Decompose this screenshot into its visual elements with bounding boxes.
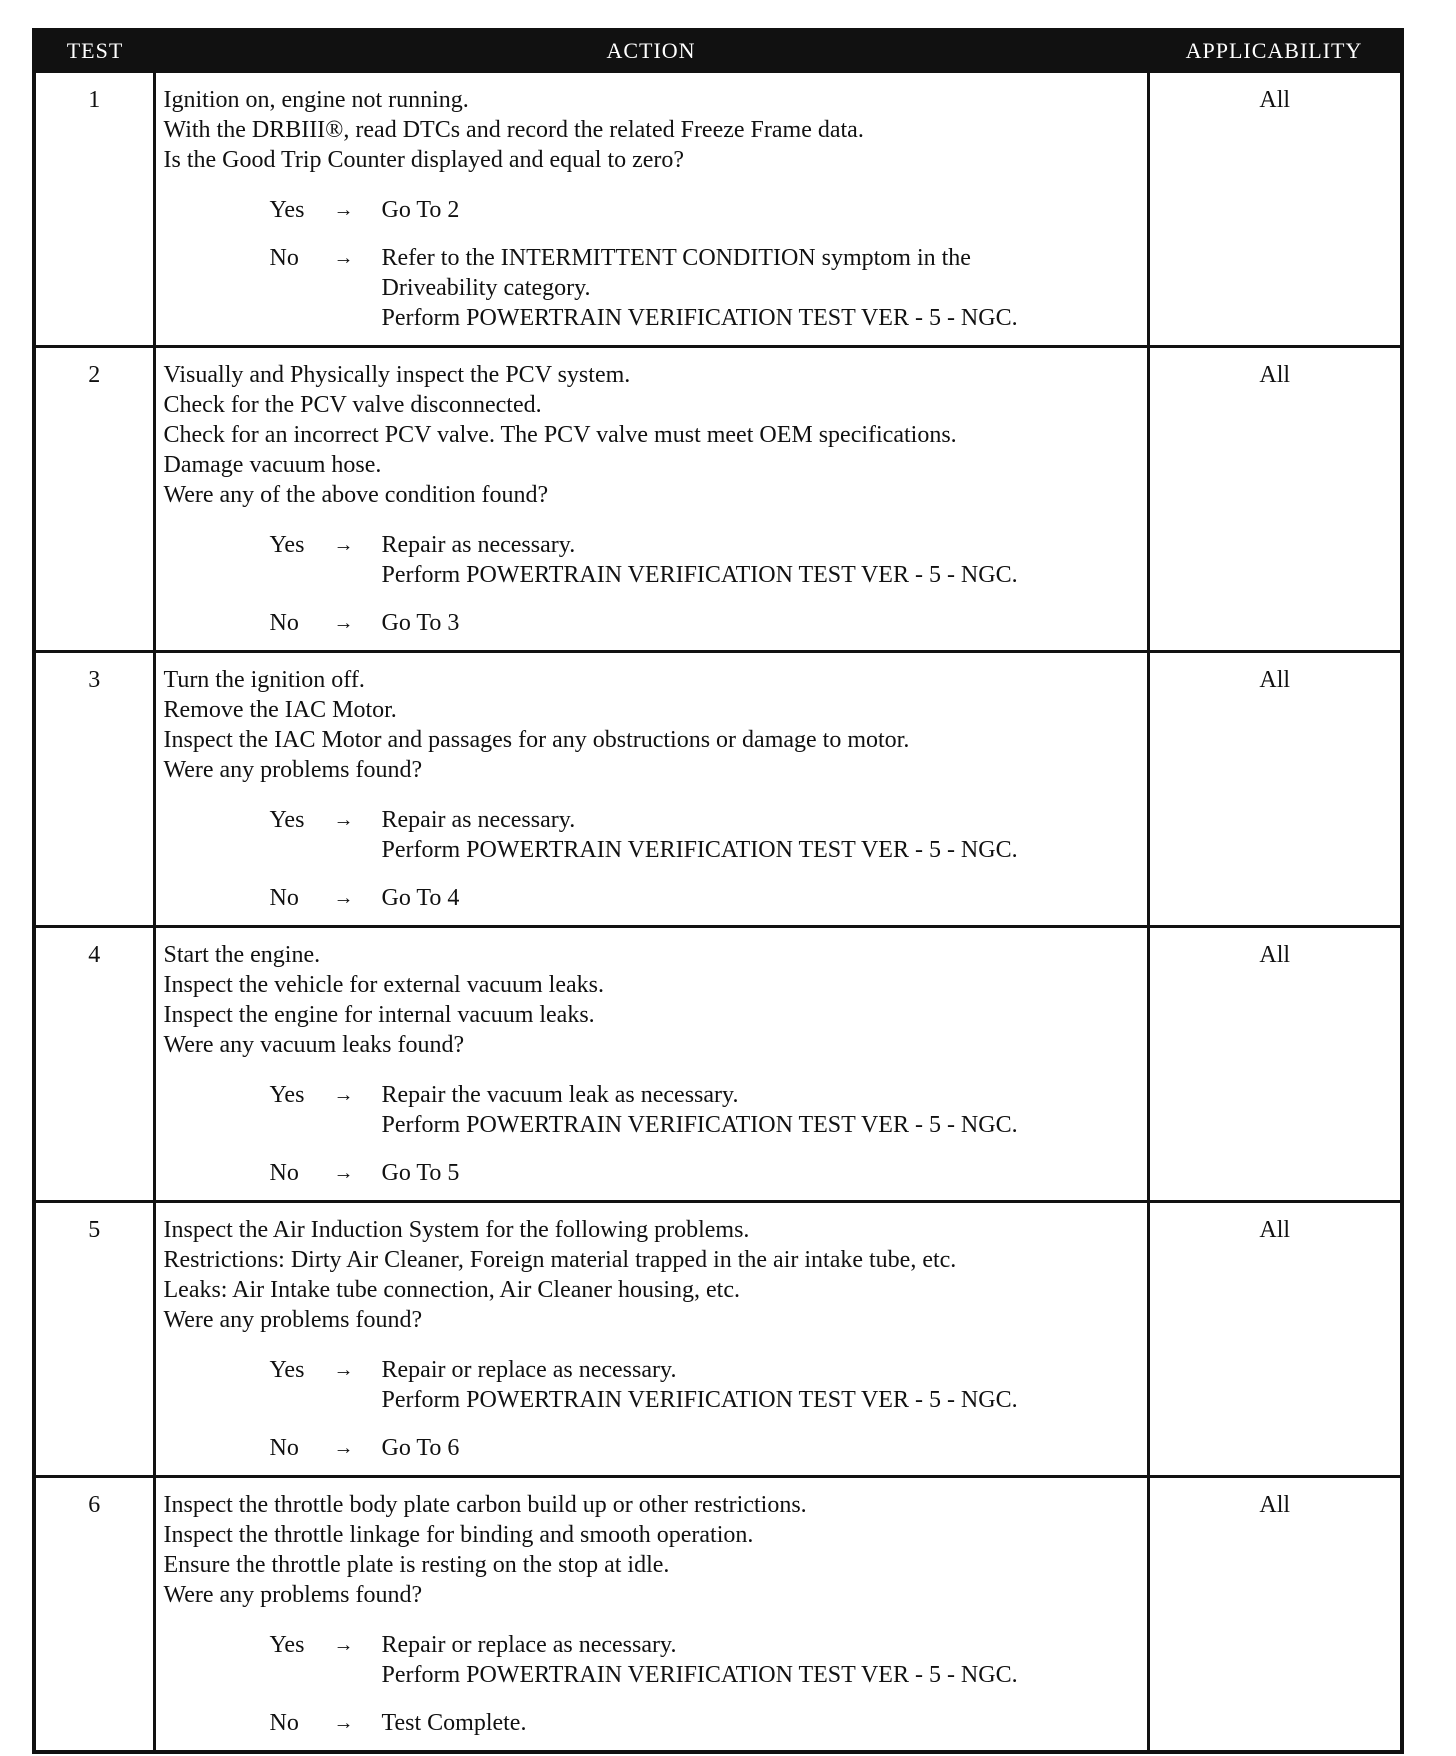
no-result — [382, 1158, 1139, 1188]
result-line: Perform POWERTRAIN VERIFICATION TEST VER - 5 - NGC. — [381, 837, 1018, 863]
test-number: 1 — [34, 72, 154, 347]
result-line: Perform POWERTRAIN VERIFICATION TEST VER - 5 - NGC. — [381, 1387, 1018, 1413]
right-arrow-icon: → — [333, 1084, 354, 1106]
table-row — [34, 1202, 1402, 1477]
applicability-cell: All — [1148, 1477, 1402, 1753]
action-line: Ensure the throttle plate is resting on the stop at idle. — [163, 1552, 670, 1578]
applicability-cell: All — [1148, 652, 1402, 927]
no-branch — [164, 1158, 1139, 1188]
no-label: No — [269, 1160, 299, 1186]
table-body — [34, 72, 1402, 1753]
yes-label: Yes — [269, 807, 305, 833]
header-applicability: APPLICABILITY — [1148, 30, 1402, 72]
action-line: Remove the IAC Motor. — [163, 697, 397, 723]
action-line: Were any problems found? — [163, 1307, 423, 1333]
no-label: No — [269, 1710, 299, 1736]
right-arrow-icon: → — [333, 887, 354, 909]
applicability-cell: All — [1148, 72, 1402, 347]
action-line: Check for the PCV valve disconnected. — [163, 392, 542, 418]
yes-label: Yes — [269, 1357, 305, 1383]
yes-result — [382, 530, 1139, 590]
test-number: 3 — [34, 652, 154, 927]
table-row — [34, 1477, 1402, 1753]
result-line: Perform POWERTRAIN VERIFICATION TEST VER - 5 - NGC. — [381, 305, 1018, 331]
action-line: Ignition on, engine not running. — [163, 87, 469, 113]
right-arrow-icon: → — [333, 1359, 354, 1381]
result-line: Perform POWERTRAIN VERIFICATION TEST VER - 5 - NGC. — [381, 562, 1018, 588]
header-test: TEST — [34, 30, 154, 72]
action-line: Turn the ignition off. — [163, 667, 365, 693]
applicability-cell: All — [1148, 347, 1402, 652]
action-cell — [154, 652, 1148, 927]
action-cell — [154, 347, 1148, 652]
no-result — [382, 1433, 1139, 1463]
no-result — [382, 243, 1139, 333]
result-line: Repair as necessary. — [381, 532, 576, 558]
test-number: 5 — [34, 1202, 154, 1477]
action-line: Were any problems found? — [163, 1582, 423, 1608]
yes-result — [382, 1630, 1139, 1690]
no-result — [382, 883, 1139, 913]
result-line: Test Complete. — [381, 1710, 527, 1736]
yes-label: Yes — [269, 1082, 305, 1108]
action-line: With the DRBIII®, read DTCs and record the related Freeze Frame data. — [163, 117, 864, 143]
yes-result — [382, 805, 1139, 865]
result-line: Refer to the INTERMITTENT CONDITION symptom in the — [381, 245, 971, 271]
result-line: Go To 4 — [381, 885, 460, 911]
table-row — [34, 347, 1402, 652]
test-number: 2 — [34, 347, 154, 652]
yes-result — [382, 1080, 1139, 1140]
right-arrow-icon: → — [333, 199, 354, 221]
action-line: Inspect the throttle linkage for binding and smooth operation. — [163, 1522, 754, 1548]
action-line: Were any problems found? — [163, 757, 423, 783]
right-arrow-icon: → — [333, 612, 354, 634]
result-line: Driveability category. — [381, 275, 591, 301]
result-line: Repair as necessary. — [381, 807, 576, 833]
result-line: Go To 6 — [381, 1435, 460, 1461]
header-action: ACTION — [154, 30, 1148, 72]
no-branch — [164, 608, 1139, 638]
action-line: Leaks: Air Intake tube connection, Air Cleaner housing, etc. — [163, 1277, 740, 1303]
action-line: Is the Good Trip Counter displayed and equal to zero? — [163, 147, 685, 173]
right-arrow-icon: → — [333, 1712, 354, 1734]
right-arrow-icon: → — [333, 1437, 354, 1459]
yes-label: Yes — [269, 532, 305, 558]
test-number: 4 — [34, 927, 154, 1202]
result-line: Go To 5 — [381, 1160, 460, 1186]
right-arrow-icon: → — [333, 534, 354, 556]
action-cell — [154, 72, 1148, 347]
right-arrow-icon: → — [333, 1162, 354, 1184]
no-label: No — [269, 1435, 299, 1461]
action-line: Inspect the throttle body plate carbon build up or other restrictions. — [163, 1492, 807, 1518]
test-number: 6 — [34, 1477, 154, 1753]
result-line: Go To 2 — [381, 197, 460, 223]
action-line: Were any of the above condition found? — [163, 482, 549, 508]
applicability-cell: All — [1148, 1202, 1402, 1477]
no-label: No — [269, 610, 299, 636]
yes-label: Yes — [269, 1632, 305, 1658]
action-line: Inspect the IAC Motor and passages for any obstructions or damage to motor. — [163, 727, 910, 753]
table-row — [34, 72, 1402, 347]
yes-branch — [164, 530, 1139, 590]
yes-branch — [164, 1630, 1139, 1690]
yes-branch — [164, 1355, 1139, 1415]
yes-branch — [164, 1080, 1139, 1140]
action-cell — [154, 927, 1148, 1202]
no-result — [382, 1708, 1139, 1738]
applicability-cell: All — [1148, 927, 1402, 1202]
result-line: Repair or replace as necessary. — [381, 1357, 677, 1383]
no-branch — [164, 883, 1139, 913]
test-procedure-page — [32, 28, 1404, 1754]
result-line: Repair or replace as necessary. — [381, 1632, 677, 1658]
no-label: No — [269, 885, 299, 911]
diagnostic-test-table — [32, 28, 1404, 1754]
yes-branch — [164, 805, 1139, 865]
yes-result — [382, 195, 1139, 225]
result-line: Perform POWERTRAIN VERIFICATION TEST VER - 5 - NGC. — [381, 1662, 1018, 1688]
action-line: Check for an incorrect PCV valve. The PCV valve must meet OEM specifications. — [163, 422, 957, 448]
action-line: Were any vacuum leaks found? — [163, 1032, 465, 1058]
right-arrow-icon: → — [333, 809, 354, 831]
table-row — [34, 652, 1402, 927]
no-label: No — [269, 245, 299, 271]
no-branch — [164, 1433, 1139, 1463]
action-line: Visually and Physically inspect the PCV system. — [163, 362, 631, 388]
result-line: Go To 3 — [381, 610, 460, 636]
action-line: Restrictions: Dirty Air Cleaner, Foreign material trapped in the air intake tube, etc. — [163, 1247, 957, 1273]
action-line: Inspect the engine for internal vacuum leaks. — [163, 1002, 595, 1028]
yes-result — [382, 1355, 1139, 1415]
right-arrow-icon: → — [333, 247, 354, 269]
yes-branch — [164, 195, 1139, 225]
action-line: Damage vacuum hose. — [163, 452, 382, 478]
table-row — [34, 927, 1402, 1202]
no-result — [382, 608, 1139, 638]
action-line: Inspect the Air Induction System for the following problems. — [163, 1217, 750, 1243]
no-branch — [164, 243, 1139, 333]
action-line: Inspect the vehicle for external vacuum leaks. — [163, 972, 604, 998]
no-branch — [164, 1708, 1139, 1738]
result-line: Repair the vacuum leak as necessary. — [381, 1082, 739, 1108]
right-arrow-icon: → — [333, 1634, 354, 1656]
action-line: Start the engine. — [163, 942, 321, 968]
table-header-row — [34, 30, 1402, 72]
action-cell — [154, 1477, 1148, 1753]
result-line: Perform POWERTRAIN VERIFICATION TEST VER - 5 - NGC. — [381, 1112, 1018, 1138]
yes-label: Yes — [269, 197, 305, 223]
action-cell — [154, 1202, 1148, 1477]
